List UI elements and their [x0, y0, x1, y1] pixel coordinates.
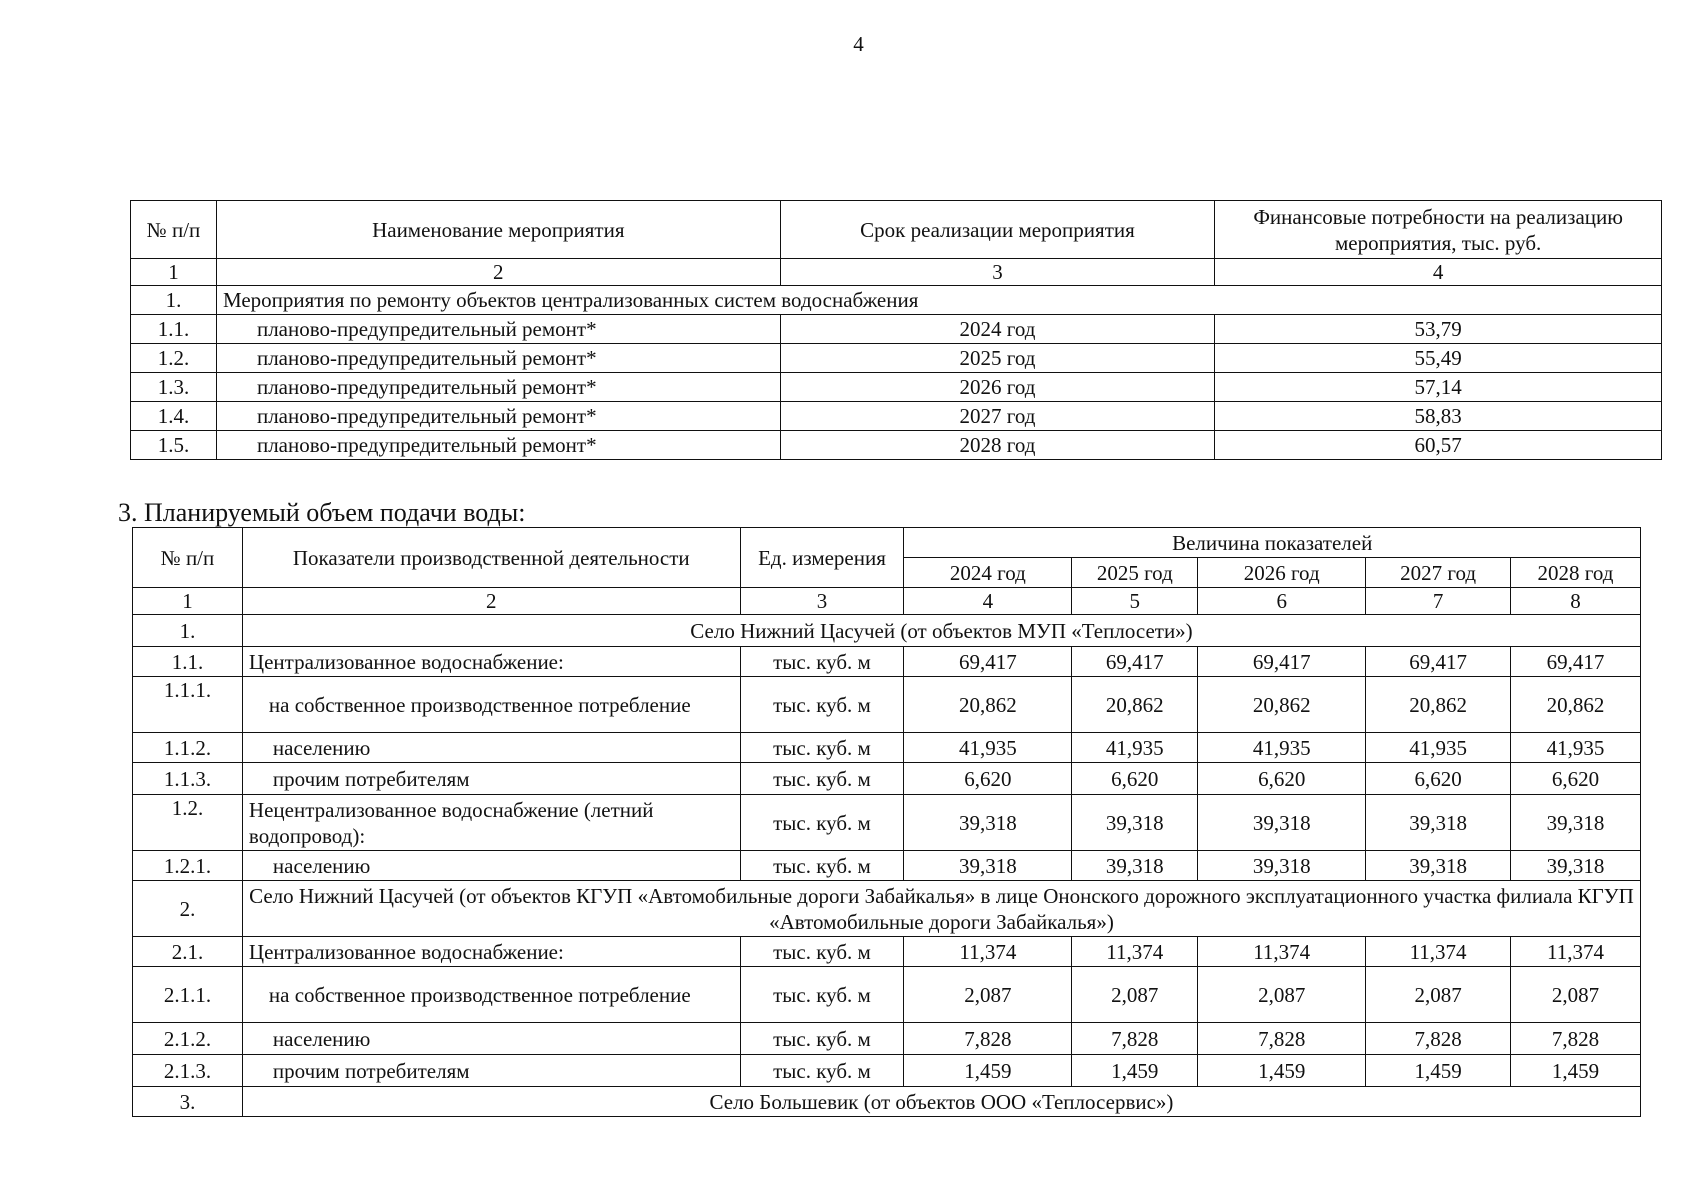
- section-num: 1.: [131, 286, 217, 315]
- row-value: 1,459: [904, 1055, 1072, 1087]
- row-num: 2.1.: [133, 937, 243, 967]
- row-term: 2026 год: [780, 373, 1215, 402]
- row-value: 39,318: [1366, 851, 1511, 881]
- year-header: 2026 год: [1198, 558, 1366, 588]
- row-amount: 58,83: [1215, 402, 1662, 431]
- section-row: [131, 286, 1662, 315]
- section-row: [133, 1087, 1641, 1117]
- row-value: 39,318: [1511, 795, 1641, 851]
- row-num: 1.2.1.: [133, 851, 243, 881]
- section-title: Мероприятия по ремонту объектов централизованных систем водоснабжения: [216, 286, 1661, 315]
- header-measure: Наименование мероприятия: [216, 201, 780, 259]
- row-value: 41,935: [1198, 733, 1366, 763]
- row-name: Нецентрализованное водоснабжение (летний водопровод):: [242, 795, 740, 851]
- table-row: [133, 795, 1641, 851]
- row-value: 6,620: [1511, 763, 1641, 795]
- table-row: [133, 677, 1641, 733]
- row-value: 39,318: [1511, 851, 1641, 881]
- table-row: [133, 763, 1641, 795]
- col-number: 2: [242, 588, 740, 615]
- row-value: 2,087: [1511, 967, 1641, 1023]
- row-value: 6,620: [904, 763, 1072, 795]
- row-amount: 60,57: [1215, 431, 1662, 460]
- row-unit: тыс. куб. м: [740, 1055, 904, 1087]
- row-term: 2027 год: [780, 402, 1215, 431]
- row-value: 6,620: [1072, 763, 1198, 795]
- row-value: 11,374: [904, 937, 1072, 967]
- row-value: 11,374: [1198, 937, 1366, 967]
- row-term: 2024 год: [780, 315, 1215, 344]
- row-name: Централизованное водоснабжение:: [242, 937, 740, 967]
- row-num: 2.1.2.: [133, 1023, 243, 1055]
- section-title: Село Большевик (от объектов ООО «Теплосервис»): [242, 1087, 1640, 1117]
- row-value: 1,459: [1366, 1055, 1511, 1087]
- row-num: 1.1.2.: [133, 733, 243, 763]
- row-amount: 53,79: [1215, 315, 1662, 344]
- row-value: 7,828: [1511, 1023, 1641, 1055]
- row-unit: тыс. куб. м: [740, 1023, 904, 1055]
- row-num: 1.2.: [131, 344, 217, 373]
- row-value: 6,620: [1366, 763, 1511, 795]
- row-value: 1,459: [1511, 1055, 1641, 1087]
- row-value: 39,318: [904, 851, 1072, 881]
- row-value: 20,862: [1366, 677, 1511, 733]
- table-row: [133, 733, 1641, 763]
- col-number: 1: [133, 588, 243, 615]
- row-name: планово-предупредительный ремонт*: [216, 344, 780, 373]
- year-header: 2025 год: [1072, 558, 1198, 588]
- row-unit: тыс. куб. м: [740, 733, 904, 763]
- row-name: Централизованное водоснабжение:: [242, 647, 740, 677]
- table-row: [133, 937, 1641, 967]
- table-header-row: [133, 528, 1641, 558]
- section-title: Село Нижний Цасучей (от объектов КГУП «Автомобильные дороги Забайкалья» в лице Ононского дорожного эксплуатационного участка филиала КГУП «Автомобильные дороги Забайкалья»): [242, 881, 1640, 937]
- row-name: планово-предупредительный ремонт*: [216, 373, 780, 402]
- table-row: [131, 344, 1662, 373]
- row-name: прочим потребителям: [242, 1055, 740, 1087]
- row-value: 1,459: [1072, 1055, 1198, 1087]
- column-numbers-row: [133, 588, 1641, 615]
- row-value: 20,862: [1198, 677, 1366, 733]
- row-name-text: на собственное производственное потребление: [268, 982, 691, 1007]
- row-name: планово-предупредительный ремонт*: [216, 402, 780, 431]
- col-number: 4: [904, 588, 1072, 615]
- section-title: Село Нижний Цасучей (от объектов МУП «Теплосети»): [242, 615, 1640, 647]
- row-name: [242, 967, 740, 1023]
- table-header-row: [131, 201, 1662, 259]
- header-financing: Финансовые потребности на реализацию мероприятия, тыс. руб.: [1215, 201, 1662, 259]
- row-value: 20,862: [904, 677, 1072, 733]
- header-indicator: Показатели производственной деятельности: [242, 528, 740, 588]
- table-row: [133, 1023, 1641, 1055]
- row-name: прочим потребителям: [242, 763, 740, 795]
- col-number: 8: [1511, 588, 1641, 615]
- water-supply-volume-table: [132, 527, 1641, 1117]
- col-number: 4: [1215, 259, 1662, 286]
- row-value: 1,459: [1198, 1055, 1366, 1087]
- table-row: [133, 647, 1641, 677]
- row-value: 20,862: [1072, 677, 1198, 733]
- row-name: населению: [242, 733, 740, 763]
- section-num: 2.: [133, 881, 243, 937]
- table-row: [133, 967, 1641, 1023]
- row-name-text: на собственное производственное потребление: [268, 692, 691, 717]
- row-value: 7,828: [1072, 1023, 1198, 1055]
- row-term: 2025 год: [780, 344, 1215, 373]
- row-value: 39,318: [1198, 795, 1366, 851]
- year-header: 2027 год: [1366, 558, 1511, 588]
- row-num: 1.2.: [133, 795, 243, 851]
- table-row: [133, 1055, 1641, 1087]
- row-value: 41,935: [1072, 733, 1198, 763]
- row-value: 11,374: [1366, 937, 1511, 967]
- col-number: 3: [740, 588, 904, 615]
- row-value: 7,828: [1198, 1023, 1366, 1055]
- table-row: [131, 315, 1662, 344]
- section-num: 3.: [133, 1087, 243, 1117]
- row-value: 11,374: [1511, 937, 1641, 967]
- row-unit: тыс. куб. м: [740, 763, 904, 795]
- row-value: 69,417: [1511, 647, 1641, 677]
- table-row: [131, 373, 1662, 402]
- row-value: 69,417: [904, 647, 1072, 677]
- header-term: Срок реализации мероприятия: [780, 201, 1215, 259]
- col-number: 5: [1072, 588, 1198, 615]
- row-value: 7,828: [904, 1023, 1072, 1055]
- header-num: № п/п: [131, 201, 217, 259]
- row-value: 39,318: [1072, 851, 1198, 881]
- row-value: 41,935: [1511, 733, 1641, 763]
- table-row: [133, 851, 1641, 881]
- row-num: 1.4.: [131, 402, 217, 431]
- header-unit: Ед. измерения: [740, 528, 904, 588]
- col-number: 3: [780, 259, 1215, 286]
- row-value: 2,087: [904, 967, 1072, 1023]
- row-value: 2,087: [1366, 967, 1511, 1023]
- row-value: 69,417: [1366, 647, 1511, 677]
- row-num: 1.1.1.: [133, 677, 243, 733]
- row-unit: тыс. куб. м: [740, 795, 904, 851]
- section-row: [133, 881, 1641, 937]
- row-num: 1.1.3.: [133, 763, 243, 795]
- row-name: планово-предупредительный ремонт*: [216, 431, 780, 460]
- row-value: 2,087: [1198, 967, 1366, 1023]
- row-value: 39,318: [904, 795, 1072, 851]
- row-unit: тыс. куб. м: [740, 647, 904, 677]
- row-value: 11,374: [1072, 937, 1198, 967]
- col-number: 7: [1366, 588, 1511, 615]
- row-name: планово-предупредительный ремонт*: [216, 315, 780, 344]
- col-number: 2: [216, 259, 780, 286]
- row-value: 41,935: [1366, 733, 1511, 763]
- row-num: 1.3.: [131, 373, 217, 402]
- section-heading: 3. Планируемый объем подачи воды:: [118, 498, 526, 527]
- row-value: 39,318: [1072, 795, 1198, 851]
- col-number: 6: [1198, 588, 1366, 615]
- header-values: Величина показателей: [904, 528, 1641, 558]
- table-row: [131, 431, 1662, 460]
- row-value: 41,935: [904, 733, 1072, 763]
- section-row: [133, 615, 1641, 647]
- row-amount: 55,49: [1215, 344, 1662, 373]
- row-unit: тыс. куб. м: [740, 937, 904, 967]
- row-num: 1.5.: [131, 431, 217, 460]
- column-numbers-row: [131, 259, 1662, 286]
- year-header: 2024 год: [904, 558, 1072, 588]
- row-num: 1.1.: [131, 315, 217, 344]
- repair-measures-table: [130, 200, 1662, 460]
- row-value: 20,862: [1511, 677, 1641, 733]
- section-num: 1.: [133, 615, 243, 647]
- header-num: № п/п: [133, 528, 243, 588]
- row-num: 1.1.: [133, 647, 243, 677]
- row-value: 39,318: [1198, 851, 1366, 881]
- row-value: 69,417: [1198, 647, 1366, 677]
- row-value: 6,620: [1198, 763, 1366, 795]
- row-term: 2028 год: [780, 431, 1215, 460]
- col-number: 1: [131, 259, 217, 286]
- row-value: 69,417: [1072, 647, 1198, 677]
- row-unit: тыс. куб. м: [740, 967, 904, 1023]
- table-row: [131, 402, 1662, 431]
- row-name: [242, 677, 740, 733]
- row-num: 2.1.3.: [133, 1055, 243, 1087]
- row-unit: тыс. куб. м: [740, 677, 904, 733]
- row-value: 7,828: [1366, 1023, 1511, 1055]
- page-number: 4: [853, 32, 864, 56]
- row-unit: тыс. куб. м: [740, 851, 904, 881]
- row-amount: 57,14: [1215, 373, 1662, 402]
- row-name: населению: [242, 1023, 740, 1055]
- row-value: 2,087: [1072, 967, 1198, 1023]
- year-header: 2028 год: [1511, 558, 1641, 588]
- row-name: населению: [242, 851, 740, 881]
- row-num: 2.1.1.: [133, 967, 243, 1023]
- row-value: 39,318: [1366, 795, 1511, 851]
